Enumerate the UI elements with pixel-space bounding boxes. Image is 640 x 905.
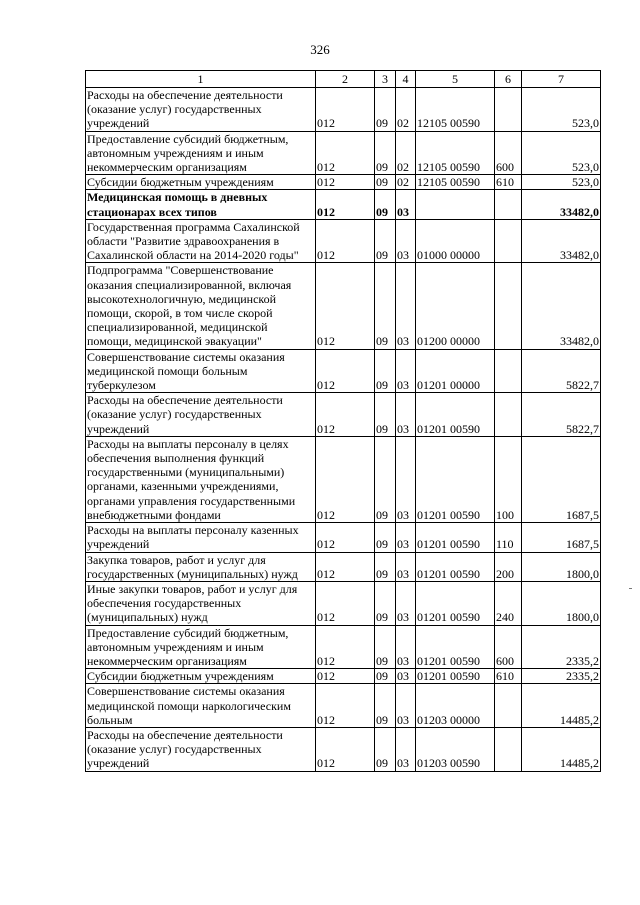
row-grbs: 012 xyxy=(316,727,375,771)
budget-table xyxy=(85,70,601,772)
row-pr: 03 xyxy=(396,349,416,393)
row-rz: 09 xyxy=(375,625,396,669)
row-csr: 01201 00590 xyxy=(416,523,495,552)
row-csr: 01201 00590 xyxy=(416,625,495,669)
row-csr: 01200 00000 xyxy=(416,263,495,349)
col-header-grbs: 2 xyxy=(316,71,375,88)
row-grbs: 012 xyxy=(316,175,375,190)
table-row xyxy=(86,727,601,771)
row-rz: 09 xyxy=(375,727,396,771)
page-number: 326 xyxy=(310,42,330,57)
row-rz: 09 xyxy=(375,552,396,581)
row-pr: 03 xyxy=(396,219,416,263)
table-row xyxy=(86,523,601,552)
col-header-sum: 7 xyxy=(522,71,601,88)
row-grbs: 012 xyxy=(316,131,375,175)
row-grbs: 012 xyxy=(316,523,375,552)
row-name: Расходы на выплаты персоналу казенных учреждений xyxy=(86,523,316,552)
row-csr: 12105 00590 xyxy=(416,175,495,190)
table-row xyxy=(86,175,601,190)
row-grbs: 012 xyxy=(316,190,375,219)
row-name: Закупка товаров, работ и услуг для государственных (муниципальных) нужд xyxy=(86,552,316,581)
row-csr xyxy=(416,190,495,219)
row-vr xyxy=(495,727,522,771)
row-sum: 5822,7 xyxy=(522,393,601,437)
row-sum: 1800,0 xyxy=(522,552,601,581)
row-csr: 01000 00000 xyxy=(416,219,495,263)
table-row xyxy=(86,393,601,437)
row-vr xyxy=(495,349,522,393)
table-row xyxy=(86,349,601,393)
row-name: Расходы на обеспечение деятельности (оказание услуг) государственных учреждений xyxy=(86,727,316,771)
row-csr: 01201 00590 xyxy=(416,552,495,581)
row-rz: 09 xyxy=(375,88,396,132)
row-name: Государственная программа Сахалинской области "Развитие здравоохранения в Сахалинской области на 2014-2020 годы" xyxy=(86,219,316,263)
row-sum: 5822,7 xyxy=(522,349,601,393)
table-row xyxy=(86,263,601,349)
row-vr xyxy=(495,393,522,437)
row-sum: 14485,2 xyxy=(522,684,601,728)
row-sum: 523,0 xyxy=(522,131,601,175)
row-name: Предоставление субсидий бюджетным, автономным учреждениям и иным некоммерческим организациям xyxy=(86,625,316,669)
row-name: Совершенствование системы оказания медицинской помощи больным туберкулезом xyxy=(86,349,316,393)
row-grbs: 012 xyxy=(316,88,375,132)
row-pr: 03 xyxy=(396,727,416,771)
row-rz: 09 xyxy=(375,263,396,349)
table-row xyxy=(86,581,601,625)
row-sum: 33482,0 xyxy=(522,263,601,349)
row-rz: 09 xyxy=(375,669,396,684)
row-name: Предоставление субсидий бюджетным, автономным учреждениям и иным некоммерческим организациям xyxy=(86,131,316,175)
row-rz: 09 xyxy=(375,581,396,625)
row-vr: 600 xyxy=(495,625,522,669)
row-sum: 14485,2 xyxy=(522,727,601,771)
row-csr: 01201 00590 xyxy=(416,669,495,684)
row-pr: 03 xyxy=(396,625,416,669)
col-header-vr: 6 xyxy=(495,71,522,88)
table-row xyxy=(86,219,601,263)
table-row xyxy=(86,684,601,728)
row-rz: 09 xyxy=(375,190,396,219)
row-grbs: 012 xyxy=(316,684,375,728)
row-pr: 02 xyxy=(396,175,416,190)
row-vr: 200 xyxy=(495,552,522,581)
row-grbs: 012 xyxy=(316,552,375,581)
row-sum: 2335,2 xyxy=(522,625,601,669)
table-body xyxy=(86,88,601,772)
row-name: Подпрограмма "Совершенствование оказания специализированной, включая высокотехнологичную, медицинской помощи, скорой, в том числе скорой специализированной, медицинской помощи, медицинской эвакуации" xyxy=(86,263,316,349)
row-rz: 09 xyxy=(375,175,396,190)
table-row xyxy=(86,625,601,669)
scan-mark xyxy=(629,588,632,589)
row-rz: 09 xyxy=(375,219,396,263)
row-csr: 01201 00590 xyxy=(416,393,495,437)
table-row xyxy=(86,552,601,581)
row-pr: 03 xyxy=(396,581,416,625)
row-vr: 110 xyxy=(495,523,522,552)
col-header-csr: 5 xyxy=(416,71,495,88)
table-row xyxy=(86,131,601,175)
row-csr: 01203 00590 xyxy=(416,727,495,771)
row-grbs: 012 xyxy=(316,349,375,393)
row-rz: 09 xyxy=(375,436,396,522)
table-row xyxy=(86,88,601,132)
row-name: Расходы на обеспечение деятельности (оказание услуг) государственных учреждений xyxy=(86,393,316,437)
col-header-rz: 3 xyxy=(375,71,396,88)
row-vr: 100 xyxy=(495,436,522,522)
row-name: Субсидии бюджетным учреждениям xyxy=(86,669,316,684)
row-pr: 03 xyxy=(396,669,416,684)
row-pr: 03 xyxy=(396,393,416,437)
row-csr: 12105 00590 xyxy=(416,88,495,132)
row-grbs: 012 xyxy=(316,393,375,437)
row-vr xyxy=(495,684,522,728)
table-row xyxy=(86,190,601,219)
row-sum: 1687,5 xyxy=(522,436,601,522)
row-csr: 12105 00590 xyxy=(416,131,495,175)
row-name: Расходы на обеспечение деятельности (оказание услуг) государственных учреждений xyxy=(86,88,316,132)
row-vr xyxy=(495,219,522,263)
row-grbs: 012 xyxy=(316,581,375,625)
col-header-name: 1 xyxy=(86,71,316,88)
row-name: Иные закупки товаров, работ и услуг для обеспечения государственных (муниципальных) нужд xyxy=(86,581,316,625)
row-name: Расходы на выплаты персоналу в целях обеспечения выполнения функций государственными (муниципальными) органами, казенными учреждениями, органами управления государственными внебюджетными фондами xyxy=(86,436,316,522)
row-vr xyxy=(495,88,522,132)
row-pr: 03 xyxy=(396,523,416,552)
row-grbs: 012 xyxy=(316,219,375,263)
row-vr: 610 xyxy=(495,175,522,190)
row-grbs: 012 xyxy=(316,263,375,349)
row-rz: 09 xyxy=(375,349,396,393)
row-csr: 01201 00590 xyxy=(416,581,495,625)
row-sum: 523,0 xyxy=(522,175,601,190)
row-rz: 09 xyxy=(375,684,396,728)
table-header xyxy=(86,71,601,88)
row-pr: 02 xyxy=(396,88,416,132)
row-name: Совершенствование системы оказания медицинской помощи наркологическим больным xyxy=(86,684,316,728)
header-row xyxy=(86,71,601,88)
row-rz: 09 xyxy=(375,523,396,552)
row-rz: 09 xyxy=(375,131,396,175)
row-sum: 33482,0 xyxy=(522,219,601,263)
row-vr: 600 xyxy=(495,131,522,175)
row-csr: 01203 00000 xyxy=(416,684,495,728)
table-row xyxy=(86,669,601,684)
row-sum: 1800,0 xyxy=(522,581,601,625)
row-grbs: 012 xyxy=(316,669,375,684)
row-pr: 03 xyxy=(396,263,416,349)
row-pr: 03 xyxy=(396,552,416,581)
row-grbs: 012 xyxy=(316,625,375,669)
row-pr: 03 xyxy=(396,190,416,219)
row-csr: 01201 00590 xyxy=(416,436,495,522)
row-vr xyxy=(495,263,522,349)
row-sum: 33482,0 xyxy=(522,190,601,219)
row-sum: 1687,5 xyxy=(522,523,601,552)
row-name: Медицинская помощь в дневных стационарах всех типов xyxy=(86,190,316,219)
row-grbs: 012 xyxy=(316,436,375,522)
row-sum: 523,0 xyxy=(522,88,601,132)
row-vr: 610 xyxy=(495,669,522,684)
col-header-pr: 4 xyxy=(396,71,416,88)
row-pr: 03 xyxy=(396,436,416,522)
row-rz: 09 xyxy=(375,393,396,437)
row-csr: 01201 00000 xyxy=(416,349,495,393)
row-pr: 03 xyxy=(396,684,416,728)
row-vr: 240 xyxy=(495,581,522,625)
row-name: Субсидии бюджетным учреждениям xyxy=(86,175,316,190)
row-sum: 2335,2 xyxy=(522,669,601,684)
row-vr xyxy=(495,190,522,219)
row-pr: 02 xyxy=(396,131,416,175)
table-row xyxy=(86,436,601,522)
